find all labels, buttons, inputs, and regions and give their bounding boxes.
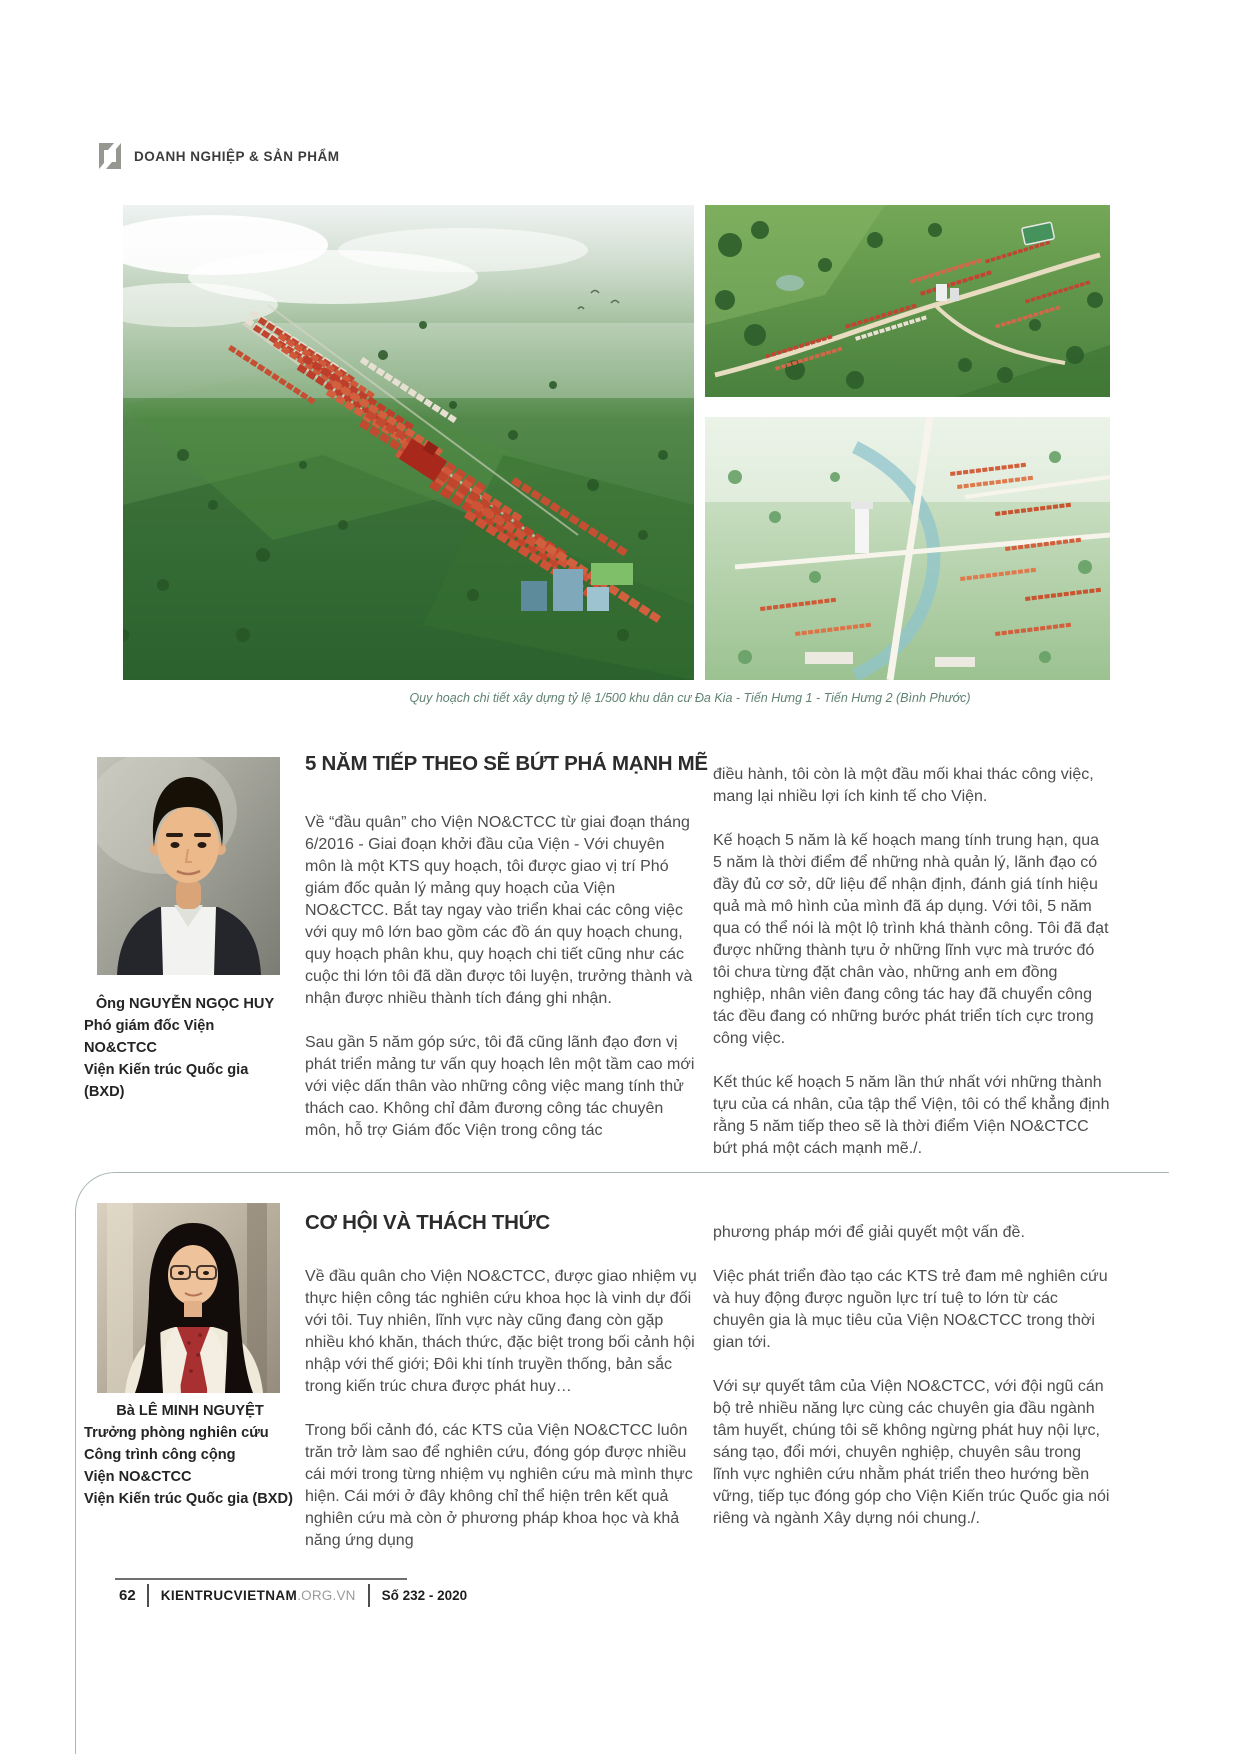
- paragraph: Trong bối cảnh đó, các KTS của Viện NO&CTCC luôn trăn trở làm sao để nghiên cứu, đóng góp được nhiều cái mới trong từng nhiệm vụ nghiên cứu mà mình thực hiện. Cái mới ở đây không chỉ thể hiện trên kết quả nghiên cứu mà còn ở phương pháp khoa học và khả năng ứng dụng: [305, 1422, 693, 1549]
- article2-heading: CƠ HỘI VÀ THÁCH THỨC: [305, 1211, 550, 1234]
- paragraph: Kế hoạch 5 năm là kế hoạch mang tính trung hạn, qua 5 năm là thời điểm để những nhà quản lý, lãnh đạo có đầy đủ cơ sở, dữ liệu để nhận định, đánh giá tính hiệu quả mà mô hình của mình đã áp dụng. Với tôi, 5 năm qua có thể nói là một lộ trình khá thành công. Tôi đã đạt được những thành tựu ở những lĩnh vực mà trước đó tôi chưa từng đặt chân vào, những anh em đồng nghiệp, nhân viên đang công tác hay đã chuyển công tác đều đang có những bước phát triển tích cực trong công việc.: [713, 832, 1109, 1047]
- section-kicker: DOANH NGHIỆP & SẢN PHẨM: [134, 149, 340, 164]
- aerial-render-bottom-right: [705, 417, 1110, 680]
- person-role: Viện Kiến trúc Quốc gia (BXD): [84, 1062, 249, 1100]
- article2-column-2: [713, 1222, 1111, 1552]
- paragraph: điều hành, tôi còn là một đầu mối khai thác công việc, mang lại nhiều lợi ích kinh tế cho Viện.: [713, 766, 1094, 805]
- paragraph: Kết thúc kế hoạch 5 năm lần thứ nhất với những thành tựu của cá nhân, của tập thể Viện, tôi có thể khẳng định rằng 5 năm tiếp theo sẽ là thời điểm Viện NO&CTCC bứt phá một cách mạnh mẽ./.: [713, 1074, 1110, 1157]
- site-domain: .ORG.VN: [297, 1588, 356, 1603]
- person-role: Viện NO&CTCC: [84, 1469, 192, 1485]
- person-role: Viện Kiến trúc Quốc gia (BXD): [84, 1491, 293, 1507]
- gallery-caption: Quy hoạch chi tiết xây dựng tỷ lệ 1/500 khu dân cư Đa Kia - Tiến Hưng 1 - Tiến Hưng 2 (Bình Phước): [409, 691, 971, 705]
- article1-heading: 5 NĂM TIẾP THEO SẼ BỨT PHÁ MẠNH MẼ: [305, 752, 708, 775]
- portrait-le-minh-nguyet-photo: [97, 1203, 280, 1393]
- paragraph: Sau gần 5 năm góp sức, tôi đã cũng lãnh đạo đơn vị phát triển mảng tư vấn quy hoạch lên một tầm cao mới với việc dấn thân vào những công việc mang tính thử thách cao. Không chỉ đảm đương công tác chuyên môn, hỗ trợ Giám đốc Viện trong công tác: [305, 1034, 695, 1139]
- footer: [115, 1582, 467, 1609]
- issue-number: Số 232 - 2020: [381, 1588, 468, 1603]
- portrait-nguyen-ngoc-huy-photo: [97, 757, 280, 975]
- article1-column-1: [305, 812, 697, 1164]
- paragraph: Về “đầu quân” cho Viện NO&CTCC từ giai đoạn tháng 6/2016 - Giai đoạn khởi đầu của Viện - Với chuyên môn là một KTS quy hoạch, tôi được giao vị trí Phó giám đốc quản lý mảng quy hoạch của Viện NO&CTCC. Bắt tay ngay vào triển khai các công việc với quy mô lớn bao gồm các đồ án quy hoạch chung, quy hoạch phân khu, quy hoạch chi tiết cũng như các cuộc thi lớn tôi đã dần được tôi luyện, trưởng thành và nhận được nhiều thành tích đáng ghi nhận.: [305, 814, 693, 1007]
- aerial-render-main: [123, 205, 694, 680]
- portrait-caption-2: [84, 1400, 296, 1510]
- paragraph: Về đầu quân cho Viện NO&CTCC, được giao nhiệm vụ thực hiện công tác nghiên cứu khoa học là vinh dự đối với tôi. Tuy nhiên, lĩnh vực này cũng đang còn gặp nhiều khó khăn, thách thức, đặc biệt trong bối cảnh hội nhập với thế giới; Đôi khi tính truyền thống, bản sắc trong kiến trúc chưa được phát huy…: [305, 1268, 697, 1395]
- paragraph: phương pháp mới để giải quyết một vấn đề.: [713, 1224, 1025, 1241]
- paragraph: Việc phát triển đào tạo các KTS trẻ đam mê nghiên cứu và huy động được nguồn lực trí tuệ to lớn từ các chuyên gia là mục tiêu của Viện NO&CTCC trong thời gian tới.: [713, 1268, 1108, 1351]
- person-role: Trưởng phòng nghiên cứu: [84, 1425, 269, 1441]
- person-name: Bà LÊ MINH NGUYỆT: [116, 1403, 264, 1419]
- aerial-render-top-right: [705, 205, 1110, 397]
- paragraph: Với sự quyết tâm của Viện NO&CTCC, với đội ngũ cán bộ trẻ nhiều năng lực cùng các chuyên gia đầu ngành tâm huyết, chúng tôi sẽ không ngừng phát huy nội lực, sáng tạo, đổi mới, chuyên nghiệp, chuyên sâu trong lĩnh vực nghiên cứu nhằm phát triển theo hướng bền vững, tiếp tục đóng góp cho Viện Kiến trúc Quốc gia nói riêng và ngành Xây dựng nói chung./.: [713, 1378, 1110, 1527]
- site-name-bold: KIENTRUCVIETNAM: [160, 1588, 298, 1603]
- article1-column-2: [713, 764, 1111, 1182]
- person-role: Phó giám đốc Viện NO&CTCC: [84, 1018, 215, 1056]
- publisher-logo-icon: [96, 142, 124, 170]
- page-number: 62: [119, 1587, 136, 1604]
- person-name: Ông NGUYỄN NGỌC HUY: [95, 996, 275, 1012]
- person-role: Công trình công cộng: [84, 1447, 236, 1463]
- article2-column-1: [305, 1266, 697, 1574]
- site-name: [149, 1588, 368, 1603]
- footer-rule: [115, 1578, 407, 1580]
- portrait-caption-1: [84, 993, 286, 1103]
